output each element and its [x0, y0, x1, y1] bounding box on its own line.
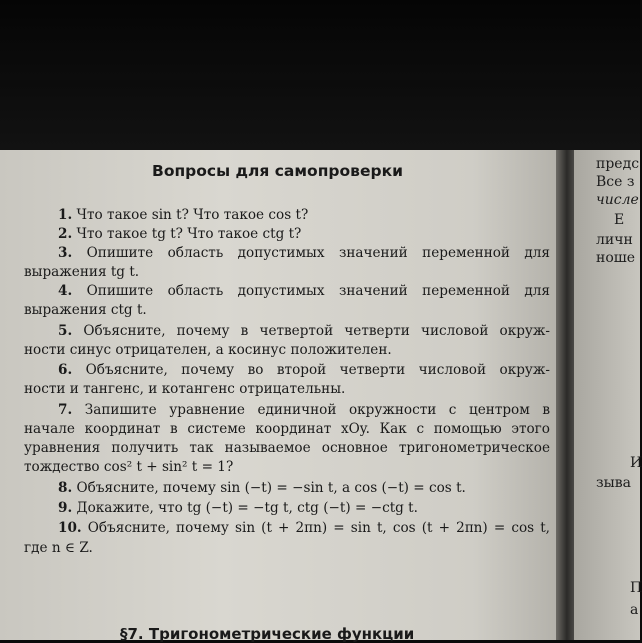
question-4: 4. Опишите область допустимых значений переменной для: [58, 283, 550, 299]
book-page: [0, 150, 556, 643]
question-10: 10. Объясните, почему sin (t + 2πn) = sin t, cos (t + 2πn) = cos t,: [58, 520, 550, 536]
question-number: 1.: [58, 207, 73, 223]
right-page-line: П: [630, 580, 642, 596]
book-gutter: [556, 150, 574, 640]
section-title: Вопросы для самопроверки: [152, 162, 403, 180]
question-9: 9. Докажите, что tg (−t) = −tg t, ctg (−t) = −ctg t.: [58, 500, 418, 516]
question-6-cont: ности и тангенс, и котангенс отрицательны.: [24, 381, 346, 397]
right-page-edge: [574, 150, 640, 640]
question-10-cont: где n ∈ Z.: [24, 540, 93, 556]
question-number: 6.: [58, 362, 73, 378]
right-page-line: а: [630, 602, 639, 618]
question-7: 7. Запишите уравнение единичной окружности с центром в: [58, 402, 550, 418]
right-page-line: И: [630, 455, 642, 471]
right-page-line: зыва: [596, 475, 632, 491]
question-6: 6. Объясните, почему во второй четверти числовой окруж-: [58, 362, 550, 378]
question-2: 2. Что такое tg t? Что такое ctg t?: [58, 226, 302, 242]
question-1: 1. Что такое sin t? Что такое cos t?: [58, 207, 309, 223]
next-section-heading: §7. Тригонометрические функции: [120, 625, 415, 643]
question-3-cont: выражения tg t.: [24, 264, 140, 280]
question-number: 3.: [58, 245, 73, 261]
question-number: 9.: [58, 500, 73, 516]
dark-background: [0, 0, 640, 150]
question-number: 4.: [58, 283, 73, 299]
question-4-cont: выражения ctg t.: [24, 302, 147, 318]
right-page-line: числе: [596, 192, 639, 208]
question-number: 8.: [58, 480, 73, 496]
question-number: 10.: [58, 520, 82, 536]
question-5-cont: ности синус отрицателен, а косинус положителен.: [24, 342, 392, 358]
question-number: 5.: [58, 323, 73, 339]
question-8: 8. Объясните, почему sin (−t) = −sin t, а cos (−t) = cos t.: [58, 480, 466, 496]
page-content: [0, 150, 556, 643]
question-number: 2.: [58, 226, 73, 242]
right-page-line: предс: [596, 156, 640, 172]
question-7-cont-1: начале координат в системе координат xOy. Как с помощью этого: [24, 421, 550, 437]
right-page-line: ноше: [596, 250, 636, 266]
question-7-cont-3: тождество cos² t + sin² t = 1?: [24, 459, 234, 475]
right-page-line: Все з: [596, 174, 635, 190]
question-7-cont-2: уравнения получить так называемое основное тригонометрическое: [24, 440, 550, 456]
question-3: 3. Опишите область допустимых значений переменной для: [58, 245, 550, 261]
question-5: 5. Объясните, почему в четвертой четверти числовой окруж-: [58, 323, 550, 339]
right-page-line: личн: [596, 232, 633, 248]
question-number: 7.: [58, 402, 73, 418]
right-page-line: Е: [614, 212, 625, 228]
